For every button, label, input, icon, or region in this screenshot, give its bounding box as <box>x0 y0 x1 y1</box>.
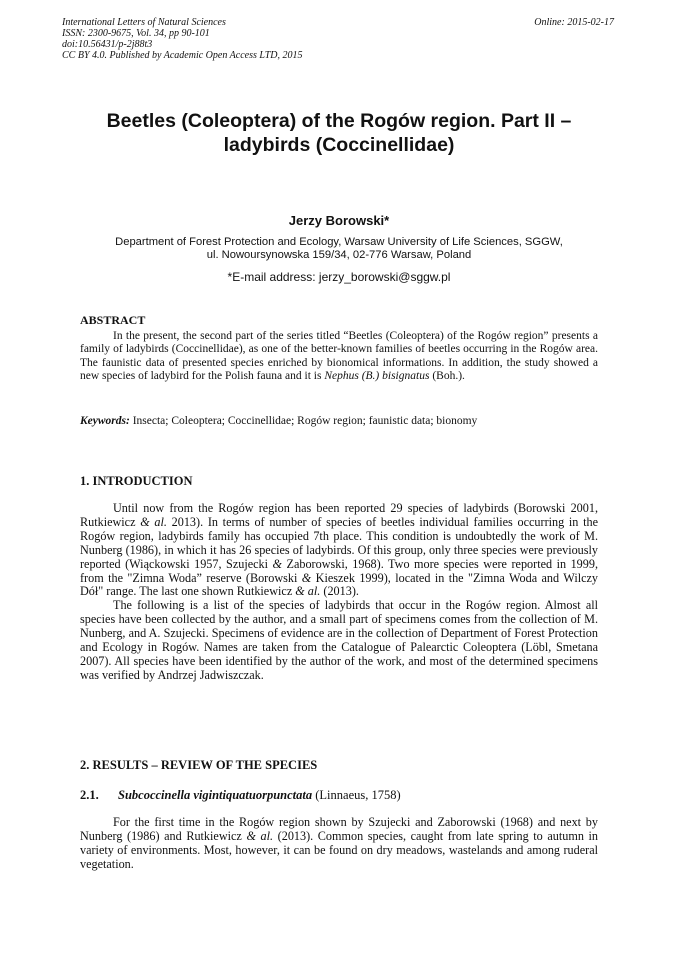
abstract-heading: ABSTRACT <box>80 313 146 327</box>
paper-title <box>70 109 608 157</box>
text-run: Zaborowski, 1968). Two more species were reported in 1999, from the "Zimna Woda” reserve (Borowski <box>80 556 598 585</box>
keywords <box>80 415 598 428</box>
section-heading-results: 2. RESULTS – REVIEW OF THE SPECIES <box>80 758 318 772</box>
text-run-italic: & al. <box>295 584 321 599</box>
text-run: 2013). In terms of number of species of beetles individual families occurring in the Rogów region, ladybirds family has occupied 7th place. This condition is undoubtedly the work of M. Nunberg (1986), in which it has 26 species of ladybirds. Of this group, only three species were previously reported (Wiąckowski 1957, Szujecki <box>80 514 598 571</box>
author-email: *E-mail address: jerzy_borowski@sggw.pl <box>227 270 451 284</box>
species-authority: (Linnaeus, 1758) <box>312 788 401 802</box>
abstract-text <box>80 330 598 384</box>
journal-doi: doi:10.56431/p-2j88t3 <box>62 39 153 50</box>
affiliation-line-2: ul. Nowoursynowska 159/34, 02-776 Warsaw, Poland <box>206 249 472 261</box>
abstract-body: In the present, the second part of the series titled “Beetles (Coleoptera) of the Rogów region” presents a family of ladybirds (Coccinellidae), as one of the better-known families of beetles occurring in the Rogów area. The faunistic data of presented species enriched by bionomical informations. In addition, the study showed a new species of ladybird for the Polish fauna and it is <box>80 330 598 383</box>
affiliation-line-1: Department of Forest Protection and Ecology, Warsaw University of Life Sciences, SGGW, <box>115 236 563 248</box>
introduction-paragraph-2: The following is a list of the species of ladybirds that occur in the Rogów region. Almost all species have been collected by the author, and a small part of specimens comes from the collection of M. Nunberg, and A. Szujecki. Specimens of evidence are in the collection of Department of Forest Protection and Ecology in Rogów. Names are taken from the Catalogue of Palearctic Coleoptera (Löbl, Smetana 2007). All species have been identified by the author of the work, and most of the determined specimens was verified by Andrzej Jadwiszczak. <box>80 598 598 682</box>
journal-header <box>62 17 614 61</box>
journal-issn: ISSN: 2300-9675, Vol. 34, pp 90-101 <box>62 28 210 39</box>
keywords-label: Keywords: <box>80 415 130 427</box>
abstract-end: (Boh.). <box>429 370 465 383</box>
author-affiliation <box>80 236 598 262</box>
text-run: Until now from the Rogów region has been reported 29 species of ladybirds (Borowski 2001, Rutkiewicz <box>80 501 598 529</box>
text-run: Kieszek 1999), located in the "Zimna Woda and Wilczy Dół" range. The last one shown Rutkiewicz <box>80 570 598 599</box>
text-run-italic: & <box>272 556 282 571</box>
text-run-italic: & <box>301 570 312 585</box>
author-name: Jerzy Borowski* <box>288 213 390 228</box>
text-run-italic: & al. <box>246 828 274 843</box>
subsection-number: 2.1. <box>80 788 99 802</box>
species-paragraph <box>80 816 598 872</box>
online-date: Online: 2015-02-17 <box>534 17 614 28</box>
text-run: (2013). Common species, caught from late spring to autumn in variety of environments. Most, however, it can be found on dry meadows, wastelands and among ruderal vegetation. <box>80 828 598 871</box>
journal-license: CC BY 4.0. Published by Academic Open Access LTD, 2015 <box>62 50 303 61</box>
text-run: For the first time in the Rogów region shown by Szujecki and Zaborowski (1968) and next by Nunberg (1986) and Rutkiewicz <box>80 815 598 843</box>
subsection-heading-species <box>80 788 401 803</box>
journal-citation <box>62 17 303 61</box>
species-name: Subcoccinella vigintiquatuorpunctata <box>118 788 313 802</box>
text-run: (2013). <box>320 584 359 599</box>
journal-name: International Letters of Natural Sciences <box>62 17 226 28</box>
species-description <box>80 816 598 872</box>
introduction-body <box>80 502 598 683</box>
paper-title-line-2: ladybirds (Coccinellidae) <box>223 134 455 156</box>
introduction-paragraph-1 <box>80 502 598 599</box>
text-run-italic: & al. <box>140 514 167 529</box>
section-heading-introduction: 1. INTRODUCTION <box>80 474 193 488</box>
abstract-species: Nephus (B.) bisignatus <box>324 370 430 383</box>
paper-title-line-1: Beetles (Coleoptera) of the Rogów region. Part II – <box>106 110 572 132</box>
keywords-list: Insecta; Coleoptera; Coccinellidae; Rogów region; faunistic data; bionomy <box>129 415 478 427</box>
